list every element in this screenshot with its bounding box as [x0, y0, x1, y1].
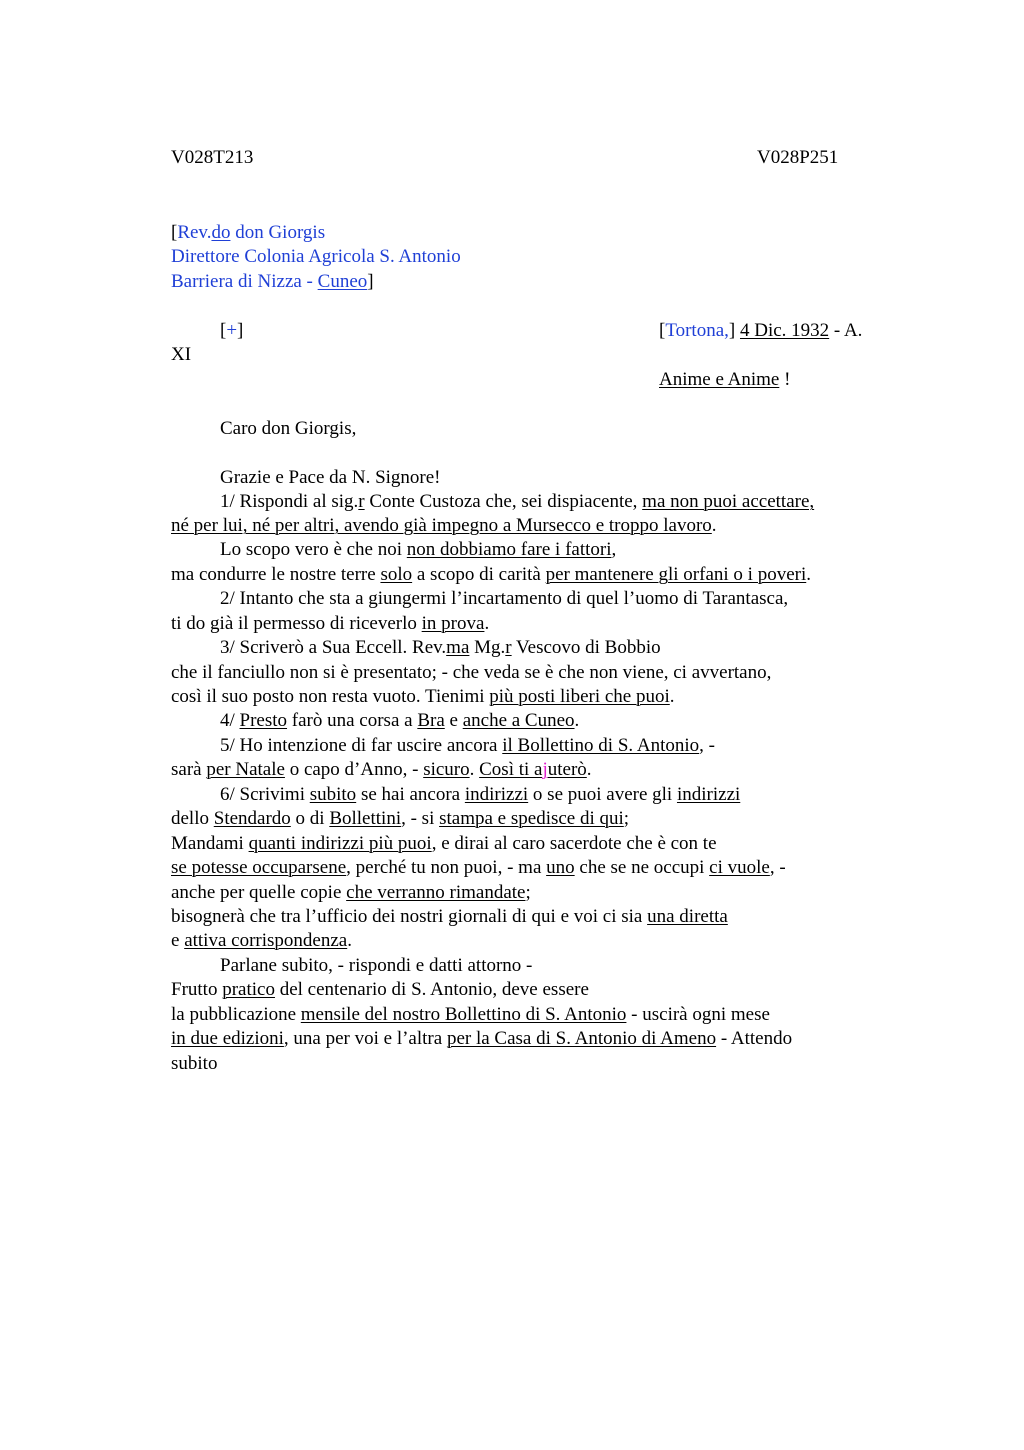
document-code-right: V028P251: [757, 147, 839, 168]
text: ti do già il permesso di riceverlo: [171, 613, 422, 634]
text: , - si: [401, 808, 440, 829]
underlined-text: solo: [380, 564, 413, 585]
underlined-text: uno: [546, 857, 575, 878]
salutation: Caro don Giorgis,: [220, 418, 357, 439]
point-3-line-2: che il fanciullo non si è presentato; - che veda se è che non viene, ci avvertano,: [171, 662, 772, 683]
bracket-close: ]: [237, 320, 244, 341]
text: del centenario di S. Antonio, deve essere: [274, 979, 589, 1000]
text: .: [484, 613, 490, 634]
text: dello: [171, 808, 214, 829]
dateline-place: Tortona,: [665, 320, 729, 341]
dateline-era-continued: XI: [171, 344, 192, 365]
text: la pubblicazione: [171, 1004, 301, 1025]
underlined-text: mensile del nostro Bollettino di S. Antonio: [300, 1004, 627, 1025]
abbrev: r: [505, 637, 512, 658]
underlined-text: Bollettini: [329, 808, 402, 829]
underlined-text: né per lui, né per altri, avendo già impegno a Mursecco e troppo lavoro: [171, 515, 712, 536]
underlined-text: se potesse occuparsene: [171, 857, 347, 878]
text: Conte Custoza che, sei dispiacente,: [364, 491, 643, 512]
underlined-text: in due edizioni: [171, 1028, 284, 1049]
abbrev: ma: [446, 637, 470, 658]
text: .: [669, 686, 675, 707]
point-2-line-1: 2/ Intanto che sta a giungermi l’incartamento di quel l’uomo di Tarantasca,: [220, 588, 789, 609]
text: Frutto: [171, 979, 223, 1000]
underlined-text: Presto: [239, 710, 288, 731]
underlined-text: il Bollettino di S. Antonio: [502, 735, 700, 756]
text: anche per quelle copie: [171, 882, 347, 903]
underlined-text: indirizzi: [464, 784, 529, 805]
underlined-text: una diretta: [647, 906, 728, 927]
text: - Attendo: [716, 1028, 793, 1049]
text: ma condurre le nostre terre: [171, 564, 381, 585]
underlined-text: quanti indirizzi più puoi: [248, 833, 432, 854]
closing-line-4: [171, 1028, 792, 1050]
text: .: [711, 515, 717, 536]
point-4-line-1: [171, 710, 579, 732]
point-6-line-7: [171, 930, 352, 952]
underlined-text: anche a Cuneo: [462, 710, 575, 731]
text: Mandami: [171, 833, 249, 854]
bracket-close: ]: [367, 271, 374, 292]
text: 1/ Rispondi al sig.: [220, 491, 359, 512]
text: 4/: [220, 710, 240, 731]
point-3-line-1: [171, 637, 661, 659]
address-rev: Rev.: [177, 222, 212, 243]
point-1-line-3: [171, 539, 616, 561]
text: .: [574, 710, 580, 731]
bracket-open: [: [659, 320, 666, 341]
text: ;: [525, 882, 531, 903]
underlined-text: per Natale: [206, 759, 285, 780]
motto-text: Anime e Anime: [659, 369, 780, 390]
underlined-text: Stendardo: [213, 808, 291, 829]
bracket-close: ]: [728, 320, 736, 341]
text: .: [806, 564, 811, 585]
underlined-text: subito: [309, 784, 357, 805]
closing-line-5: subito: [171, 1053, 218, 1074]
text: ;: [623, 808, 630, 829]
address-line-2: Direttore Colonia Agricola S. Antonio: [171, 246, 461, 267]
cross-mark: [220, 320, 243, 342]
text: Lo scopo vero è che noi: [220, 539, 407, 560]
motto: [659, 369, 790, 391]
correction-mark: j: [542, 759, 548, 780]
text: se hai ancora: [356, 784, 465, 805]
point-6-line-1: [171, 784, 740, 806]
cross-icon: +: [226, 320, 238, 341]
bracket-open: [: [171, 222, 178, 243]
address-line-1: [171, 222, 325, 244]
text: , una per voi e l’altra: [283, 1028, 447, 1049]
text: o se puoi avere gli: [528, 784, 677, 805]
document-code-left: V028T213: [171, 147, 254, 168]
text: e: [444, 710, 463, 731]
greeting: Grazie e Pace da N. Signore!: [220, 467, 441, 488]
closing-line-2: [171, 979, 589, 1001]
closing-line-3: [171, 1004, 770, 1026]
point-1-line-4: [171, 564, 811, 586]
point-1-line-2: [171, 515, 717, 537]
text: sarà: [171, 759, 207, 780]
point-6-line-3: [171, 833, 717, 855]
text: , -: [769, 857, 786, 878]
point-6-line-2: [171, 808, 629, 830]
underlined-text: più posti liberi che puoi: [489, 686, 670, 707]
text: .: [347, 930, 352, 951]
text: così il suo posto non resta vuoto. Tienimi: [171, 686, 490, 707]
point-6-line-4: [171, 857, 786, 879]
motto-mark: !: [779, 369, 791, 390]
underlined-text: ma non puoi accettare,: [642, 491, 815, 512]
text: ,: [611, 539, 617, 560]
underlined-text: per mantenere gli orfani o i poveri: [545, 564, 807, 585]
underlined-text: non dobbiamo fare i fattori: [406, 539, 612, 560]
text: o capo d’Anno, -: [284, 759, 424, 780]
underlined-text: attiva corrispondenza: [184, 930, 348, 951]
point-6-line-5: [171, 882, 531, 904]
underlined-text: Così ti a: [479, 759, 543, 780]
text: , -: [699, 735, 715, 756]
text: farò una corsa a: [287, 710, 418, 731]
text: 3/ Scriverò a Sua Eccell. Rev.: [220, 637, 447, 658]
text: che se ne occupi: [574, 857, 710, 878]
text: , e dirai al caro sacerdote che è con te: [431, 833, 717, 854]
dateline-era: - A.: [829, 320, 863, 341]
text: bisognerà che tra l’ufficio dei nostri giornali di qui e voi ci sia: [171, 906, 648, 927]
text: Vescovo di Bobbio: [511, 637, 661, 658]
underlined-text: sicuro: [423, 759, 470, 780]
address-name: don Giorgis: [230, 222, 326, 243]
underlined-text: ci vuole: [709, 857, 770, 878]
underlined-text: uterò: [547, 759, 587, 780]
text: .: [586, 759, 592, 780]
point-5-line-1: [171, 735, 715, 757]
underlined-text: in prova: [421, 613, 485, 634]
dateline: [659, 320, 862, 342]
text: e: [171, 930, 185, 951]
text: .: [469, 759, 480, 780]
point-1-line-1: [171, 491, 814, 513]
address-line-3: [171, 271, 374, 293]
text: - uscirà ogni mese: [626, 1004, 770, 1025]
point-5-line-2: [171, 759, 592, 781]
text: Mg.: [469, 637, 506, 658]
address-rev-abbrev: do: [211, 222, 231, 243]
text: 6/ Scrivimi: [220, 784, 310, 805]
bracket-open: [: [220, 320, 227, 341]
point-6-line-6: [171, 906, 728, 928]
text: 5/ Ho intenzione di far uscire ancora: [220, 735, 503, 756]
text: , perché tu non puoi, - ma: [346, 857, 547, 878]
abbrev: r: [358, 491, 365, 512]
point-2-line-2: [171, 613, 489, 635]
underlined-text: Bra: [417, 710, 445, 731]
dateline-date: 4 Dic. 1932: [739, 320, 830, 341]
address-city: Cuneo: [317, 271, 368, 292]
closing-line-1: Parlane subito, - rispondi e datti attorno -: [220, 955, 533, 976]
underlined-text: stampa e spedisce di qui: [439, 808, 624, 829]
text: a scopo di carità: [412, 564, 546, 585]
underlined-text: per la Casa di S. Antonio di Ameno: [446, 1028, 717, 1049]
text: o di: [290, 808, 330, 829]
underlined-text: pratico: [222, 979, 275, 1000]
underlined-text: indirizzi: [676, 784, 741, 805]
address-place: Barriera di Nizza -: [171, 271, 318, 292]
underlined-text: che verranno rimandate: [346, 882, 526, 903]
point-3-line-3: [171, 686, 675, 708]
